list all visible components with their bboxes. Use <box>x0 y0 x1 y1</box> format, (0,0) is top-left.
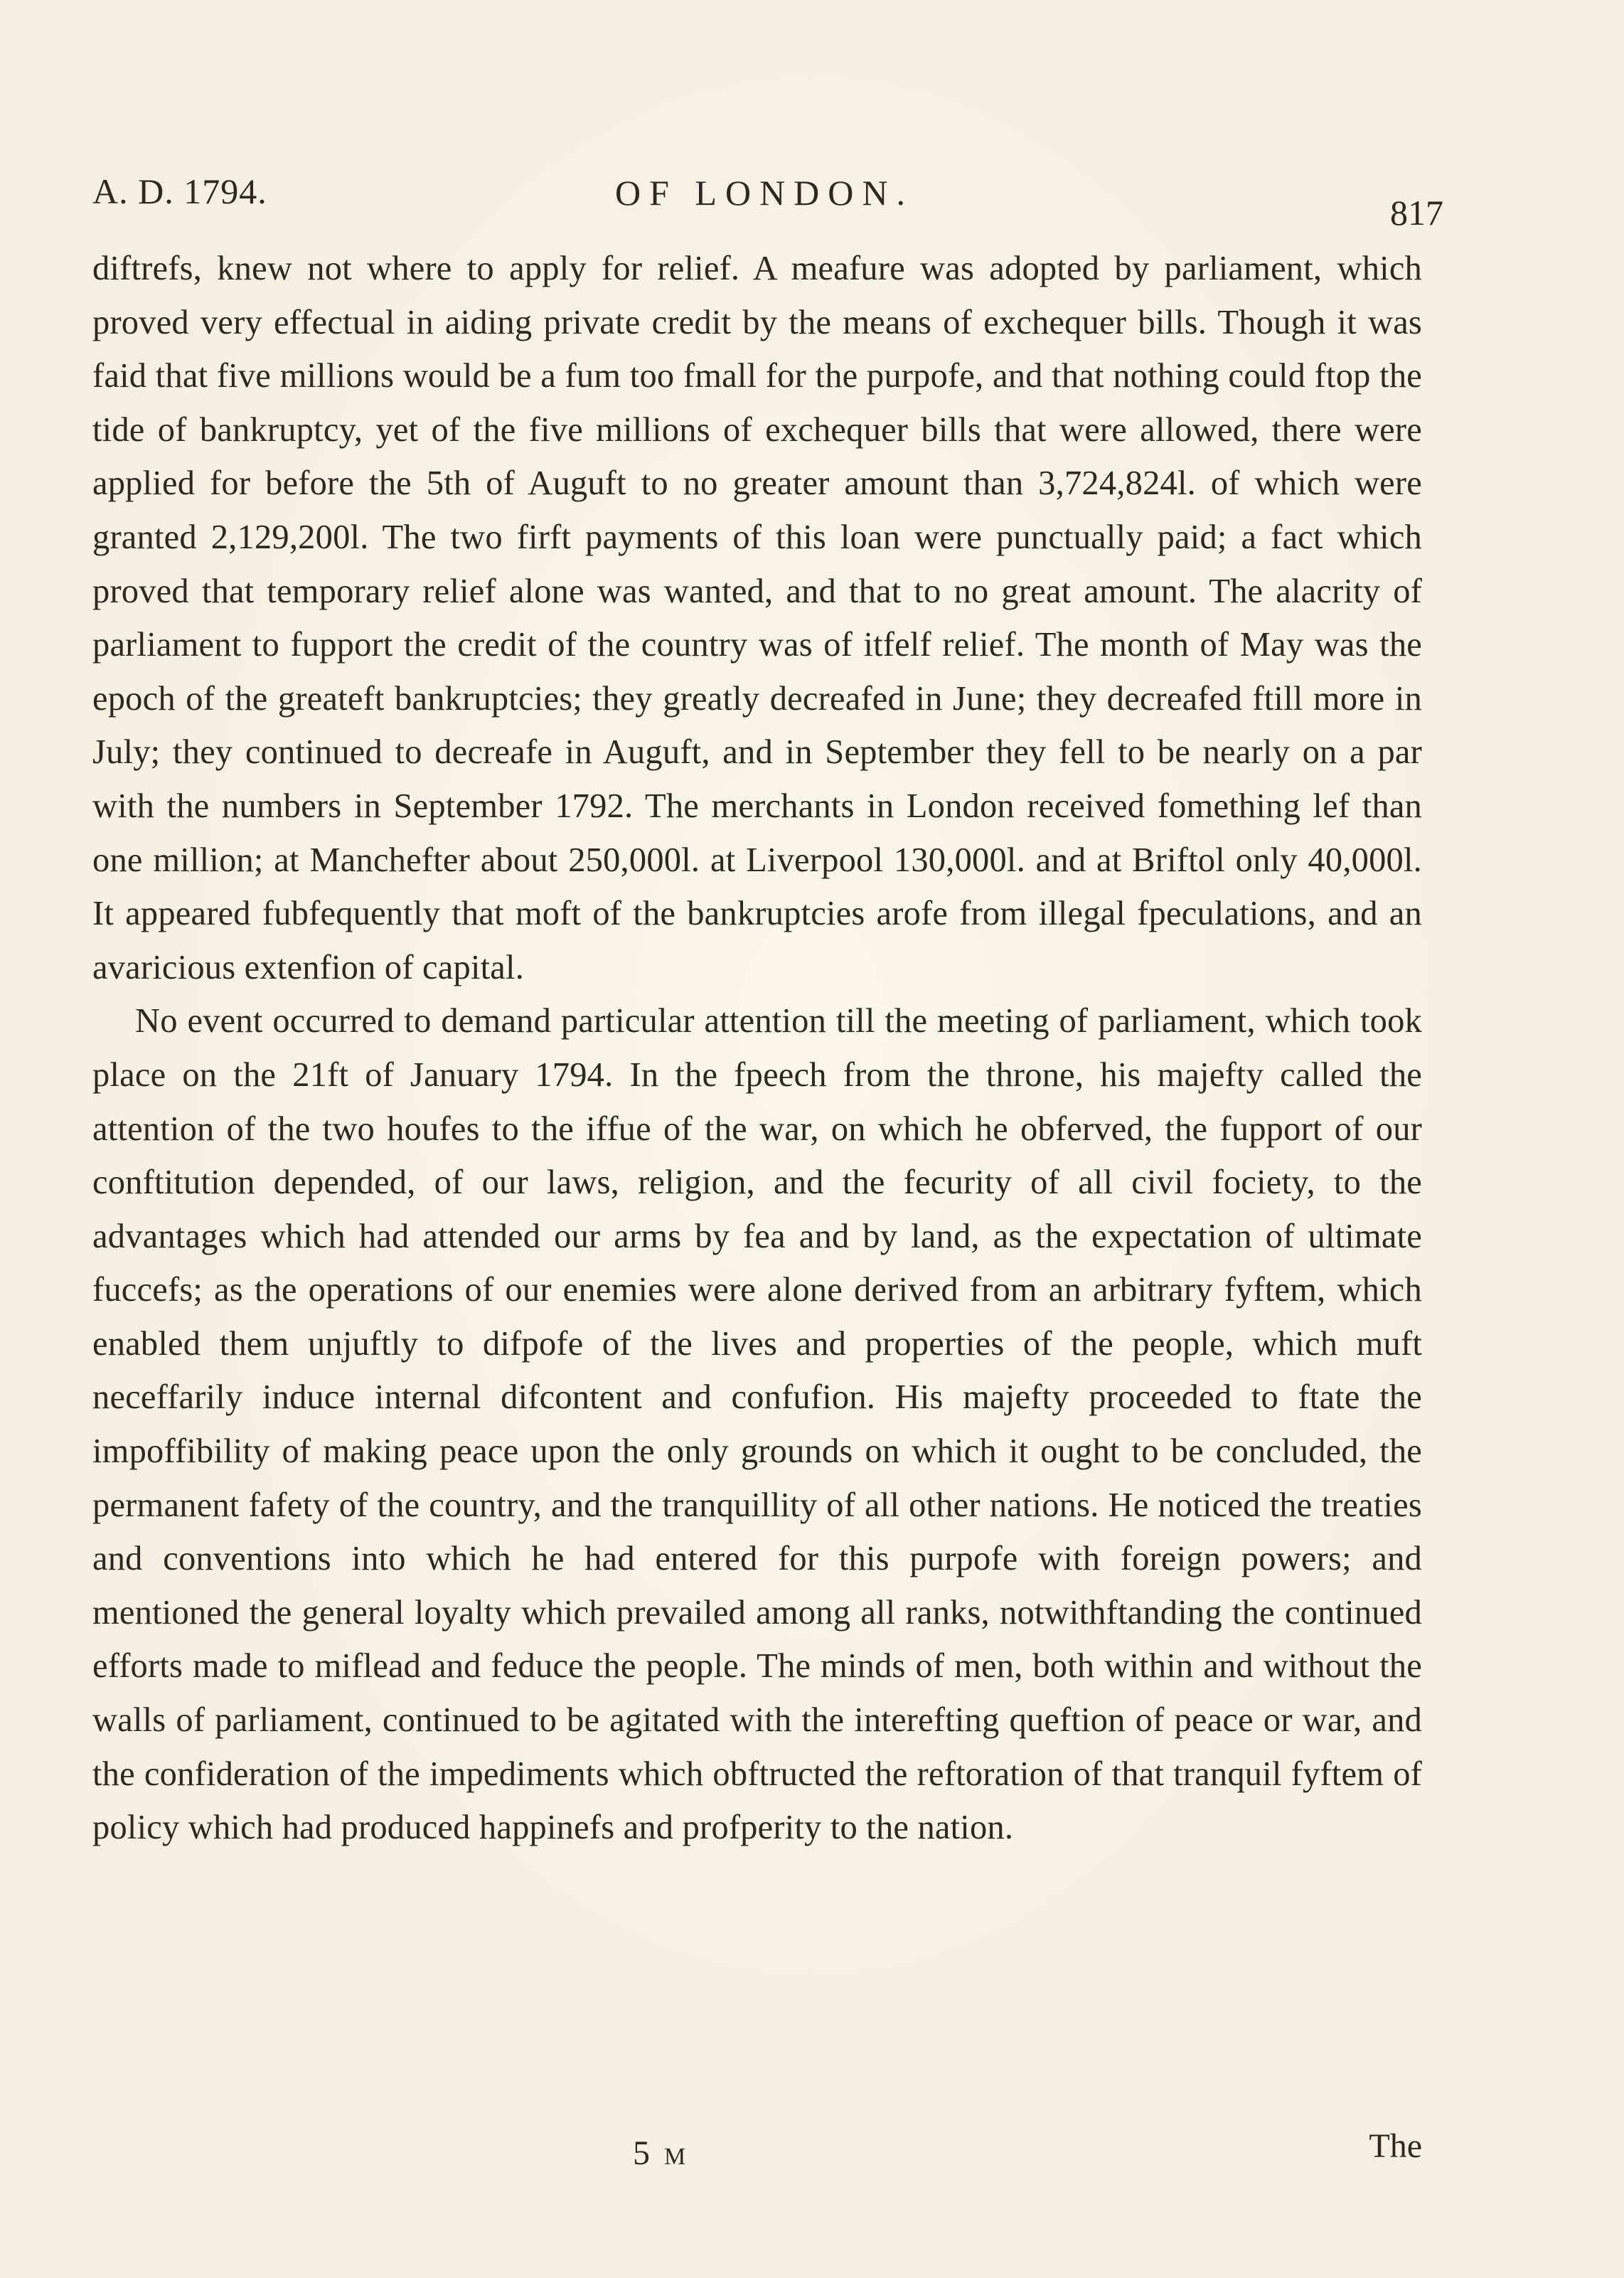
signature-mark <box>633 2134 688 2173</box>
page-number: 817 <box>1390 193 1443 233</box>
signature-number: 5 <box>633 2134 653 2172</box>
catchword: The <box>1369 2127 1422 2165</box>
header-title: OF LONDON. <box>615 173 914 213</box>
page-footer <box>92 2127 1422 2183</box>
paragraph-1: diftrefs, knew not where to apply for relief. A meafure was adopted by parliament, which proved very effectual in aiding private credit by the means of exchequer bills. Though it was faid that five millions would be a fum too fmall for the purpofe, and that nothing could ftop the tide of bankruptcy, yet of the five millions of exchequer bills that were allowed, there were applied for before the 5th of Auguft to no greater amount than 3,724,824l. of which were granted 2,129,200l. The two firft payments of this loan were punctually paid; a fact which proved that temporary relief alone was wanted, and that to no great amount. The alacrity of parliament to fupport the credit of the country was of itfelf relief. The month of May was the epoch of the greateft bankruptcies; they greatly decreafed in June; they decreafed ftill more in July; they continued to decreafe in Auguft, and in September they fell to be nearly on a par with the numbers in September 1792. The merchants in London received fomething lef than one million; at Manchefter about 250,000l. at Liverpool 130,000l. and at Briftol only 40,000l. It appeared fubfequently that moft of the bankruptcies arofe from illegal fpeculations, and an avaricious extenfion of capital. <box>92 250 1422 986</box>
body-text <box>92 242 1422 1855</box>
signature-letter: M <box>664 2144 689 2170</box>
paragraph-2: No event occurred to demand particular attention till the meeting of parliament, which took place on the 21ft of January 1794. In the fpeech from the throne, his majefty called the attention of the two houfes to the iffue of the war, on which he obferved, the fupport of our conftitution depended, of our laws, religion, and the fecurity of all civil fociety, to the advantages which had attended our arms by fea and by land, as the expectation of ultimate fuccefs; as the operations of our enemies were alone derived from an arbitrary fyftem, which enabled them unjuftly to difpofe of the lives and properties of the people, which muft neceffarily induce internal difcontent and confufion. His majefty proceeded to ftate the impoffibility of making peace upon the only grounds on which it ought to be concluded, the permanent fafety of the country, and the tranquillity of all other nations. He noticed the treaties and conventions into which he had entered for this purpofe with foreign powers; and mentioned the general loyalty which prevailed among all ranks, notwithftanding the continued efforts made to miflead and feduce the people. The minds of men, both within and without the walls of parliament, continued to be agitated with the interefting queftion of peace or war, and the confideration of the impediments which obftructed the reftoration of that tranquil fyftem of policy which had produced happinefs and profperity to the nation. <box>92 1002 1422 1847</box>
header-date: A. D. 1794. <box>92 171 267 211</box>
running-head <box>92 171 1443 233</box>
